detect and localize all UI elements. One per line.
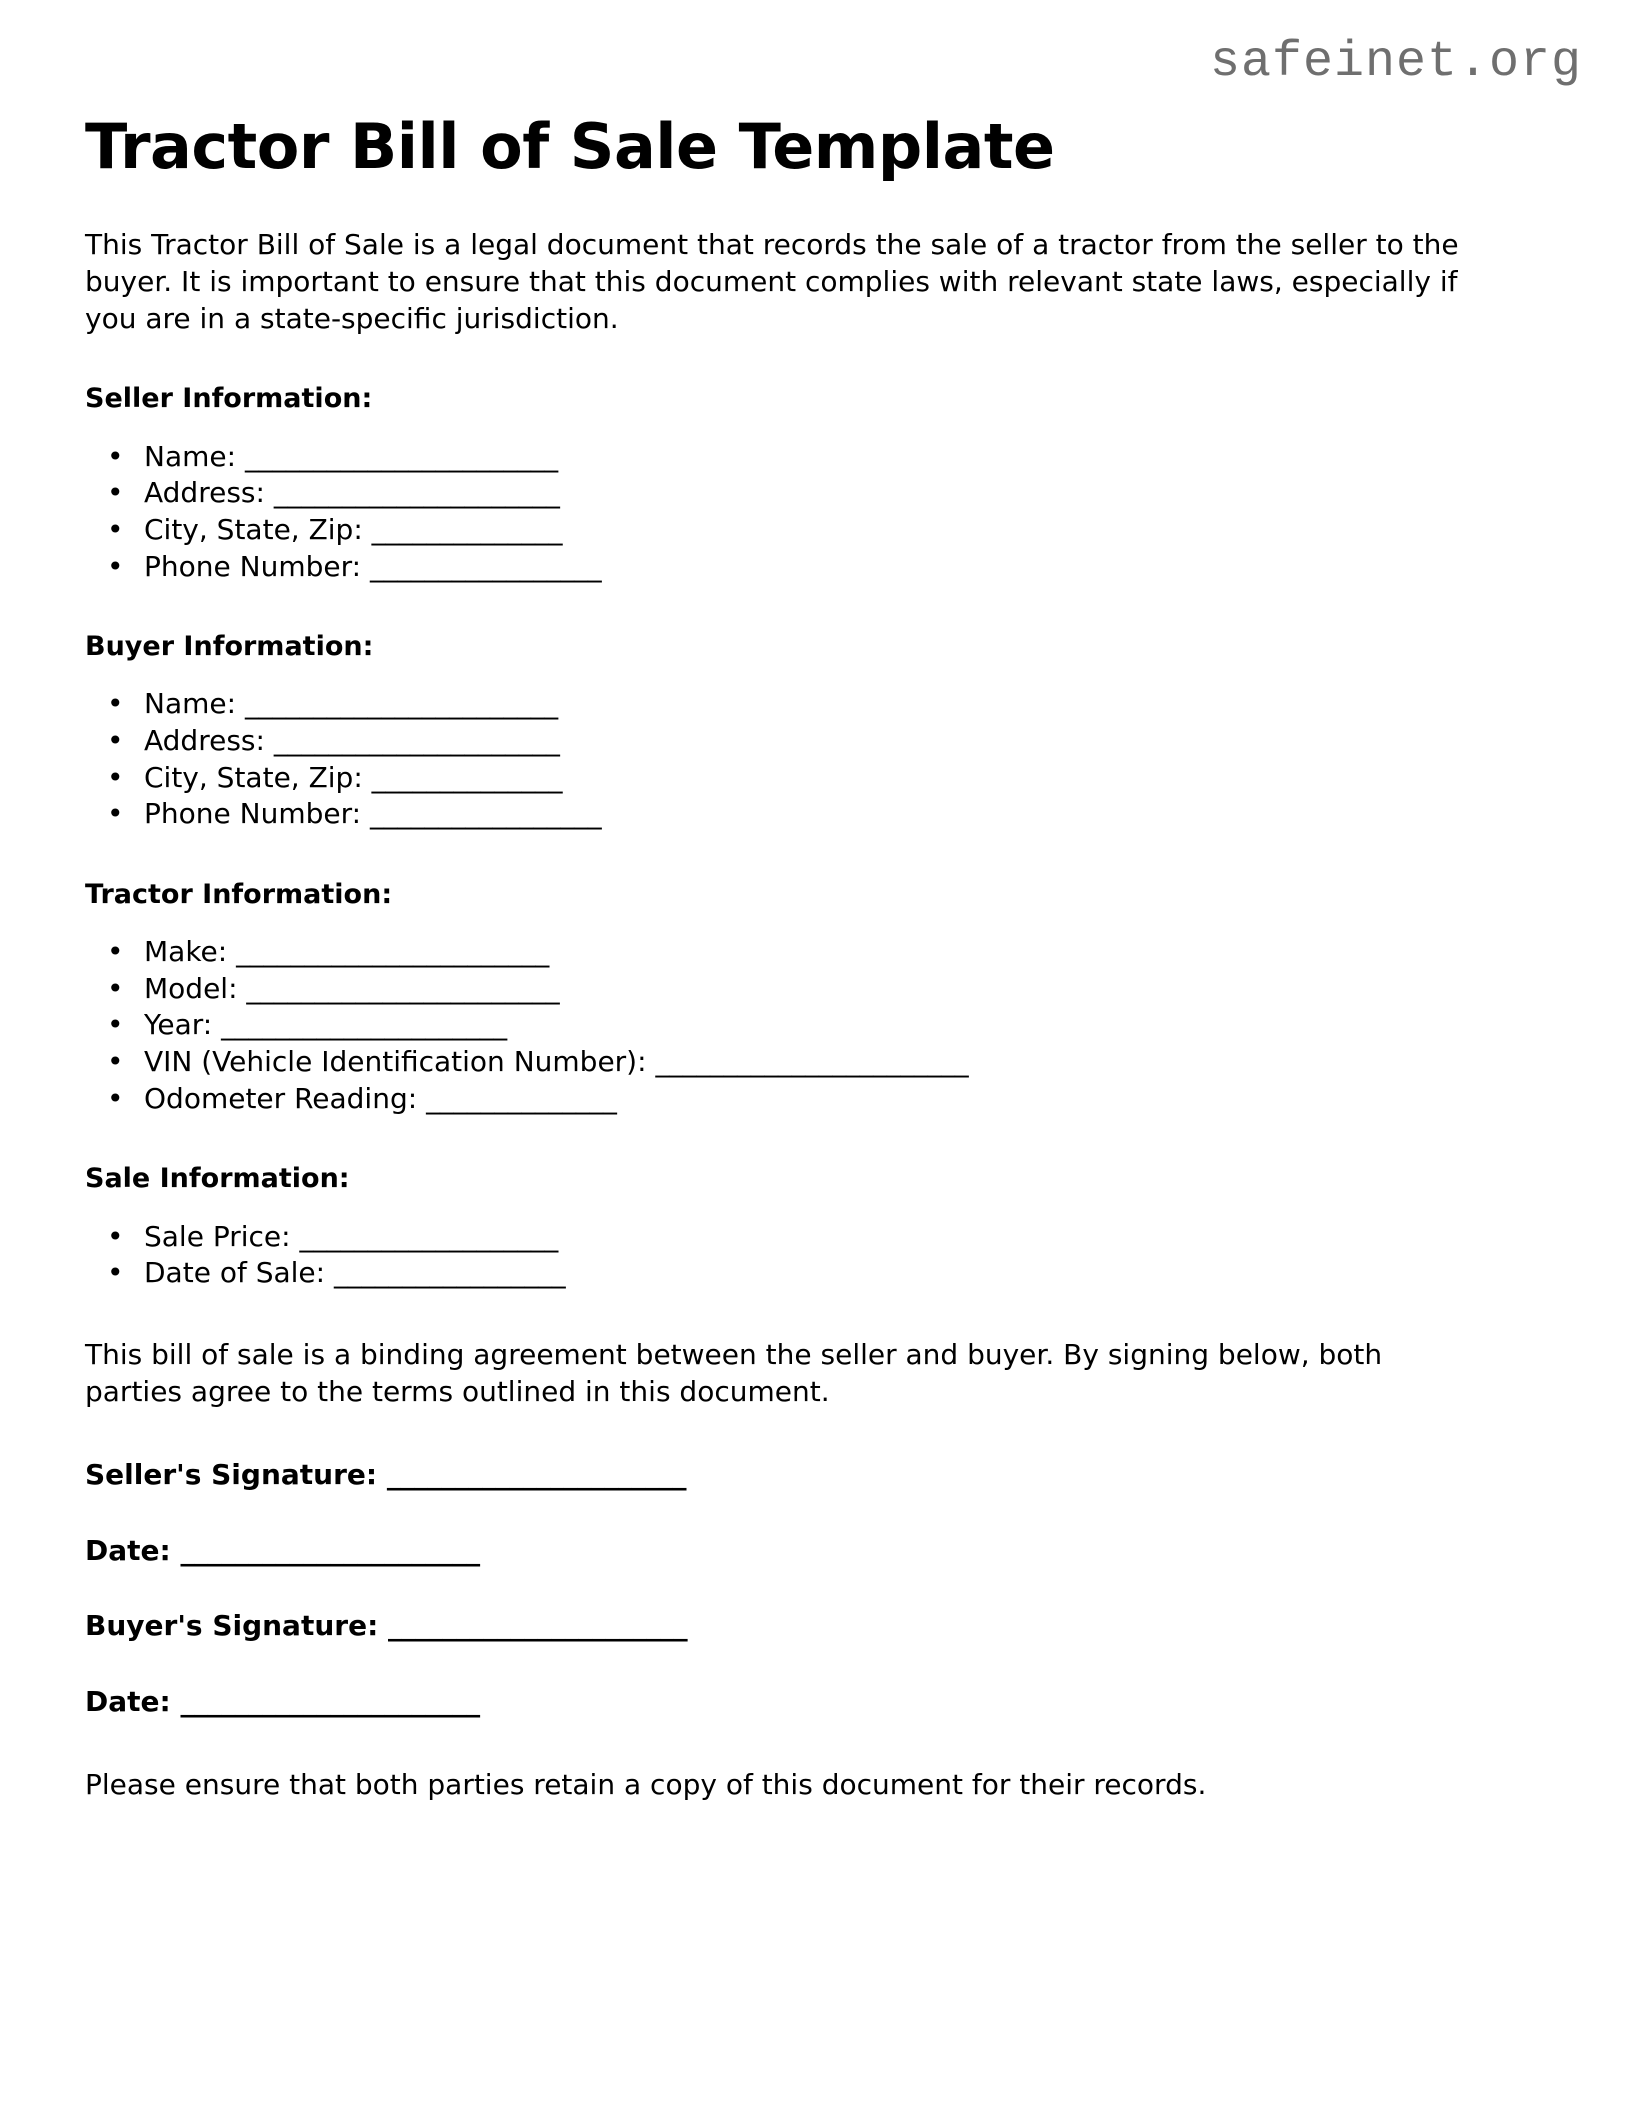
field-blank[interactable]: ______________	[426, 1081, 617, 1115]
field-blank[interactable]: _______________________	[246, 971, 560, 1005]
field-blank[interactable]: ______________	[371, 512, 563, 546]
list-item	[85, 549, 1559, 586]
section-heading-seller: Seller Information:	[85, 383, 373, 415]
field-list-sale	[85, 1219, 1559, 1292]
field-blank[interactable]: ___________________	[299, 1219, 558, 1253]
section-heading-sale: Sale Information:	[85, 1163, 350, 1195]
field-label: Year:	[144, 1008, 213, 1042]
list-item	[85, 1007, 1559, 1044]
seller-date-line	[85, 1533, 1559, 1569]
buyer-date-line	[85, 1684, 1559, 1720]
list-item	[85, 1081, 1559, 1118]
list-item	[85, 1219, 1559, 1256]
field-list-tractor	[85, 934, 1559, 1117]
list-item	[85, 723, 1559, 760]
field-label: Model:	[144, 971, 238, 1005]
buyer-date-blank[interactable]: ______________________	[180, 1684, 480, 1718]
field-blank[interactable]: ______________	[371, 760, 563, 794]
field-label: Name:	[144, 439, 237, 473]
buyer-signature-line	[85, 1608, 1559, 1644]
field-list-seller	[85, 439, 1559, 586]
list-item	[85, 1044, 1559, 1081]
list-item	[85, 475, 1559, 512]
seller-signature-line	[85, 1457, 1559, 1493]
section-heading-tractor: Tractor Information:	[85, 878, 393, 910]
list-item	[85, 512, 1559, 549]
seller-signature-label: Seller's Signature:	[85, 1458, 378, 1492]
buyer-signature-label: Buyer's Signature:	[85, 1609, 379, 1643]
field-blank[interactable]: _________________	[334, 1256, 566, 1290]
field-label: Address:	[144, 476, 265, 510]
field-label: City, State, Zip:	[144, 760, 363, 794]
field-label: Date of Sale:	[144, 1256, 326, 1290]
list-item	[85, 796, 1559, 833]
field-label: Phone Number:	[144, 797, 362, 831]
field-label: City, State, Zip:	[144, 512, 363, 546]
field-blank[interactable]: _______________________	[244, 687, 558, 721]
field-label: VIN (Vehicle Identification Number):	[144, 1045, 647, 1079]
list-item	[85, 760, 1559, 797]
binding-agreement-paragraph: This bill of sale is a binding agreement between the seller and buyer. By signing below, both parties agree to the terms outlined in this document.	[85, 1337, 1383, 1409]
seller-date-label: Date:	[85, 1533, 171, 1567]
field-blank[interactable]: _____________________	[221, 1008, 507, 1042]
seller-date-blank[interactable]: ______________________	[180, 1533, 480, 1567]
field-list-buyer	[85, 686, 1559, 833]
section-heading-buyer: Buyer Information:	[85, 631, 374, 663]
buyer-date-label: Date:	[85, 1684, 171, 1718]
buyer-signature-blank[interactable]: ______________________	[388, 1609, 688, 1643]
field-label: Sale Price:	[144, 1219, 291, 1253]
field-blank[interactable]: _______________________	[655, 1045, 969, 1079]
list-item	[85, 1255, 1559, 1292]
list-item	[85, 439, 1559, 476]
field-label: Make:	[144, 935, 228, 969]
list-item	[85, 971, 1559, 1008]
page-title: Tractor Bill of Sale Template	[85, 110, 1055, 183]
field-blank[interactable]: _____________________	[273, 476, 560, 510]
site-watermark: safeinet.org	[1209, 34, 1582, 91]
list-item	[85, 934, 1559, 971]
field-blank[interactable]: _________________	[369, 797, 602, 831]
field-label: Name:	[144, 687, 237, 721]
closing-paragraph: Please ensure that both parties retain a copy of this document for their records.	[85, 1767, 1207, 1801]
field-blank[interactable]: _______________________	[236, 935, 549, 969]
field-label: Odometer Reading:	[144, 1081, 418, 1115]
field-blank[interactable]: _________________	[369, 549, 602, 583]
field-blank[interactable]: _____________________	[273, 723, 560, 757]
intro-paragraph: This Tractor Bill of Sale is a legal document that records the sale of a tractor from the seller to the buyer. It is important to ensure that this document complies with relevant state laws, especially if you are in a state-specific jurisdiction.	[85, 227, 1459, 336]
field-label: Phone Number:	[144, 549, 362, 583]
field-blank[interactable]: _______________________	[244, 439, 558, 473]
list-item	[85, 686, 1559, 723]
field-label: Address:	[144, 723, 265, 757]
seller-signature-blank[interactable]: ______________________	[386, 1458, 687, 1492]
